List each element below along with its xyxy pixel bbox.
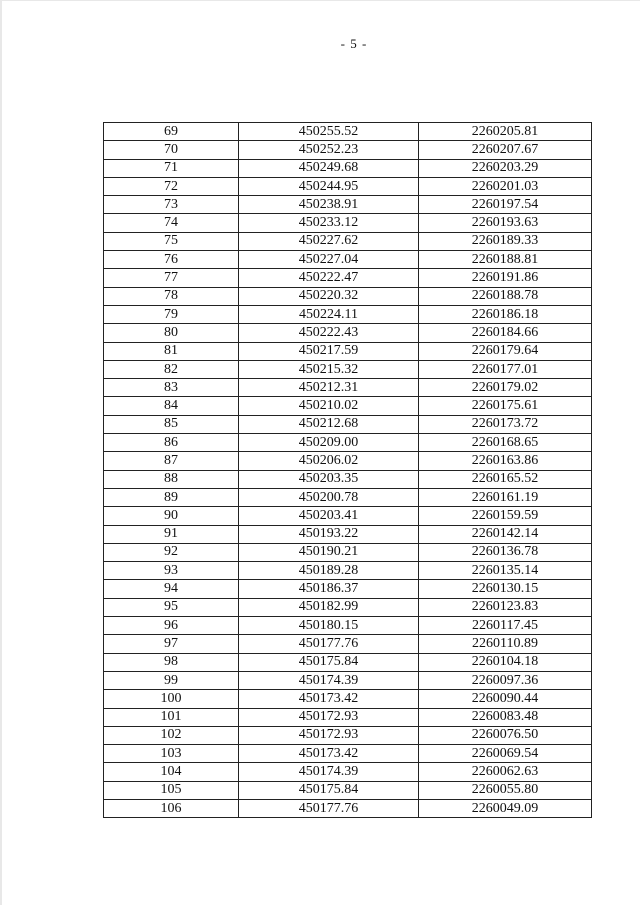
table-row	[104, 763, 592, 781]
y-coordinate-cell: 2260205.81	[419, 123, 592, 141]
table-row	[104, 141, 592, 159]
y-coordinate-cell: 2260201.03	[419, 177, 592, 195]
table-row	[104, 671, 592, 689]
coordinates-table	[103, 122, 592, 818]
x-coordinate-cell: 450175.84	[239, 781, 419, 799]
point-number-cell: 99	[104, 671, 239, 689]
x-coordinate-cell: 450238.91	[239, 196, 419, 214]
x-coordinate-cell: 450233.12	[239, 214, 419, 232]
table-row	[104, 342, 592, 360]
point-number-cell: 93	[104, 562, 239, 580]
point-number-cell: 97	[104, 635, 239, 653]
y-coordinate-cell: 2260097.36	[419, 671, 592, 689]
x-coordinate-cell: 450222.43	[239, 324, 419, 342]
table-row	[104, 214, 592, 232]
table-row	[104, 617, 592, 635]
y-coordinate-cell: 2260175.61	[419, 397, 592, 415]
point-number-cell: 84	[104, 397, 239, 415]
point-number-cell: 74	[104, 214, 239, 232]
point-number-cell: 88	[104, 470, 239, 488]
x-coordinate-cell: 450212.31	[239, 379, 419, 397]
y-coordinate-cell: 2260159.59	[419, 507, 592, 525]
point-number-cell: 70	[104, 141, 239, 159]
table-row	[104, 232, 592, 250]
y-coordinate-cell: 2260083.48	[419, 708, 592, 726]
point-number-cell: 106	[104, 799, 239, 817]
y-coordinate-cell: 2260062.63	[419, 763, 592, 781]
x-coordinate-cell: 450210.02	[239, 397, 419, 415]
point-number-cell: 83	[104, 379, 239, 397]
y-coordinate-cell: 2260184.66	[419, 324, 592, 342]
y-coordinate-cell: 2260110.89	[419, 635, 592, 653]
x-coordinate-cell: 450215.32	[239, 360, 419, 378]
y-coordinate-cell: 2260069.54	[419, 745, 592, 763]
coordinates-table-body	[104, 123, 592, 818]
y-coordinate-cell: 2260135.14	[419, 562, 592, 580]
y-coordinate-cell: 2260173.72	[419, 415, 592, 433]
x-coordinate-cell: 450175.84	[239, 653, 419, 671]
x-coordinate-cell: 450190.21	[239, 543, 419, 561]
x-coordinate-cell: 450217.59	[239, 342, 419, 360]
y-coordinate-cell: 2260163.86	[419, 452, 592, 470]
x-coordinate-cell: 450189.28	[239, 562, 419, 580]
point-number-cell: 92	[104, 543, 239, 561]
page-left-edge	[0, 0, 2, 905]
point-number-cell: 94	[104, 580, 239, 598]
y-coordinate-cell: 2260189.33	[419, 232, 592, 250]
table-row	[104, 543, 592, 561]
x-coordinate-cell: 450172.93	[239, 708, 419, 726]
x-coordinate-cell: 450182.99	[239, 598, 419, 616]
x-coordinate-cell: 450173.42	[239, 690, 419, 708]
table-row	[104, 690, 592, 708]
y-coordinate-cell: 2260117.45	[419, 617, 592, 635]
x-coordinate-cell: 450173.42	[239, 745, 419, 763]
point-number-cell: 95	[104, 598, 239, 616]
table-row	[104, 452, 592, 470]
point-number-cell: 103	[104, 745, 239, 763]
x-coordinate-cell: 450180.15	[239, 617, 419, 635]
x-coordinate-cell: 450249.68	[239, 159, 419, 177]
x-coordinate-cell: 450212.68	[239, 415, 419, 433]
table-row	[104, 525, 592, 543]
y-coordinate-cell: 2260090.44	[419, 690, 592, 708]
point-number-cell: 96	[104, 617, 239, 635]
table-row	[104, 123, 592, 141]
x-coordinate-cell: 450177.76	[239, 635, 419, 653]
table-row	[104, 196, 592, 214]
table-row	[104, 562, 592, 580]
table-row	[104, 251, 592, 269]
y-coordinate-cell: 2260104.18	[419, 653, 592, 671]
point-number-cell: 89	[104, 488, 239, 506]
table-row	[104, 269, 592, 287]
x-coordinate-cell: 450177.76	[239, 799, 419, 817]
point-number-cell: 69	[104, 123, 239, 141]
y-coordinate-cell: 2260142.14	[419, 525, 592, 543]
point-number-cell: 81	[104, 342, 239, 360]
point-number-cell: 90	[104, 507, 239, 525]
table-row	[104, 507, 592, 525]
point-number-cell: 85	[104, 415, 239, 433]
y-coordinate-cell: 2260177.01	[419, 360, 592, 378]
page-top-edge	[0, 0, 640, 1]
y-coordinate-cell: 2260165.52	[419, 470, 592, 488]
point-number-cell: 75	[104, 232, 239, 250]
table-row	[104, 379, 592, 397]
y-coordinate-cell: 2260168.65	[419, 434, 592, 452]
point-number-cell: 78	[104, 287, 239, 305]
y-coordinate-cell: 2260207.67	[419, 141, 592, 159]
point-number-cell: 102	[104, 726, 239, 744]
table-row	[104, 598, 592, 616]
y-coordinate-cell: 2260188.81	[419, 251, 592, 269]
table-row	[104, 415, 592, 433]
y-coordinate-cell: 2260055.80	[419, 781, 592, 799]
table-row	[104, 177, 592, 195]
x-coordinate-cell: 450227.62	[239, 232, 419, 250]
x-coordinate-cell: 450227.04	[239, 251, 419, 269]
page-number: - 5 -	[340, 36, 368, 51]
x-coordinate-cell: 450206.02	[239, 452, 419, 470]
x-coordinate-cell: 450220.32	[239, 287, 419, 305]
x-coordinate-cell: 450255.52	[239, 123, 419, 141]
y-coordinate-cell: 2260191.86	[419, 269, 592, 287]
x-coordinate-cell: 450224.11	[239, 305, 419, 323]
table-row	[104, 434, 592, 452]
y-coordinate-cell: 2260049.09	[419, 799, 592, 817]
y-coordinate-cell: 2260203.29	[419, 159, 592, 177]
table-row	[104, 488, 592, 506]
point-number-cell: 87	[104, 452, 239, 470]
point-number-cell: 80	[104, 324, 239, 342]
table-row	[104, 653, 592, 671]
point-number-cell: 79	[104, 305, 239, 323]
y-coordinate-cell: 2260076.50	[419, 726, 592, 744]
point-number-cell: 100	[104, 690, 239, 708]
table-row	[104, 635, 592, 653]
y-coordinate-cell: 2260161.19	[419, 488, 592, 506]
table-row	[104, 324, 592, 342]
x-coordinate-cell: 450203.35	[239, 470, 419, 488]
y-coordinate-cell: 2260197.54	[419, 196, 592, 214]
y-coordinate-cell: 2260186.18	[419, 305, 592, 323]
x-coordinate-cell: 450186.37	[239, 580, 419, 598]
table-row	[104, 397, 592, 415]
table-row	[104, 580, 592, 598]
x-coordinate-cell: 450193.22	[239, 525, 419, 543]
point-number-cell: 105	[104, 781, 239, 799]
table-row	[104, 781, 592, 799]
x-coordinate-cell: 450222.47	[239, 269, 419, 287]
x-coordinate-cell: 450209.00	[239, 434, 419, 452]
y-coordinate-cell: 2260136.78	[419, 543, 592, 561]
x-coordinate-cell: 450172.93	[239, 726, 419, 744]
table-row	[104, 708, 592, 726]
point-number-cell: 82	[104, 360, 239, 378]
table-row	[104, 360, 592, 378]
y-coordinate-cell: 2260130.15	[419, 580, 592, 598]
x-coordinate-cell: 450200.78	[239, 488, 419, 506]
x-coordinate-cell: 450174.39	[239, 763, 419, 781]
y-coordinate-cell: 2260188.78	[419, 287, 592, 305]
point-number-cell: 101	[104, 708, 239, 726]
x-coordinate-cell: 450252.23	[239, 141, 419, 159]
table-row	[104, 745, 592, 763]
point-number-cell: 72	[104, 177, 239, 195]
y-coordinate-cell: 2260123.83	[419, 598, 592, 616]
x-coordinate-cell: 450203.41	[239, 507, 419, 525]
point-number-cell: 91	[104, 525, 239, 543]
x-coordinate-cell: 450244.95	[239, 177, 419, 195]
point-number-cell: 77	[104, 269, 239, 287]
point-number-cell: 76	[104, 251, 239, 269]
table-row	[104, 470, 592, 488]
point-number-cell: 98	[104, 653, 239, 671]
y-coordinate-cell: 2260193.63	[419, 214, 592, 232]
y-coordinate-cell: 2260179.64	[419, 342, 592, 360]
table-row	[104, 159, 592, 177]
point-number-cell: 71	[104, 159, 239, 177]
point-number-cell: 104	[104, 763, 239, 781]
point-number-cell: 86	[104, 434, 239, 452]
y-coordinate-cell: 2260179.02	[419, 379, 592, 397]
table-row	[104, 287, 592, 305]
table-row	[104, 799, 592, 817]
point-number-cell: 73	[104, 196, 239, 214]
x-coordinate-cell: 450174.39	[239, 671, 419, 689]
table-row	[104, 305, 592, 323]
table-row	[104, 726, 592, 744]
